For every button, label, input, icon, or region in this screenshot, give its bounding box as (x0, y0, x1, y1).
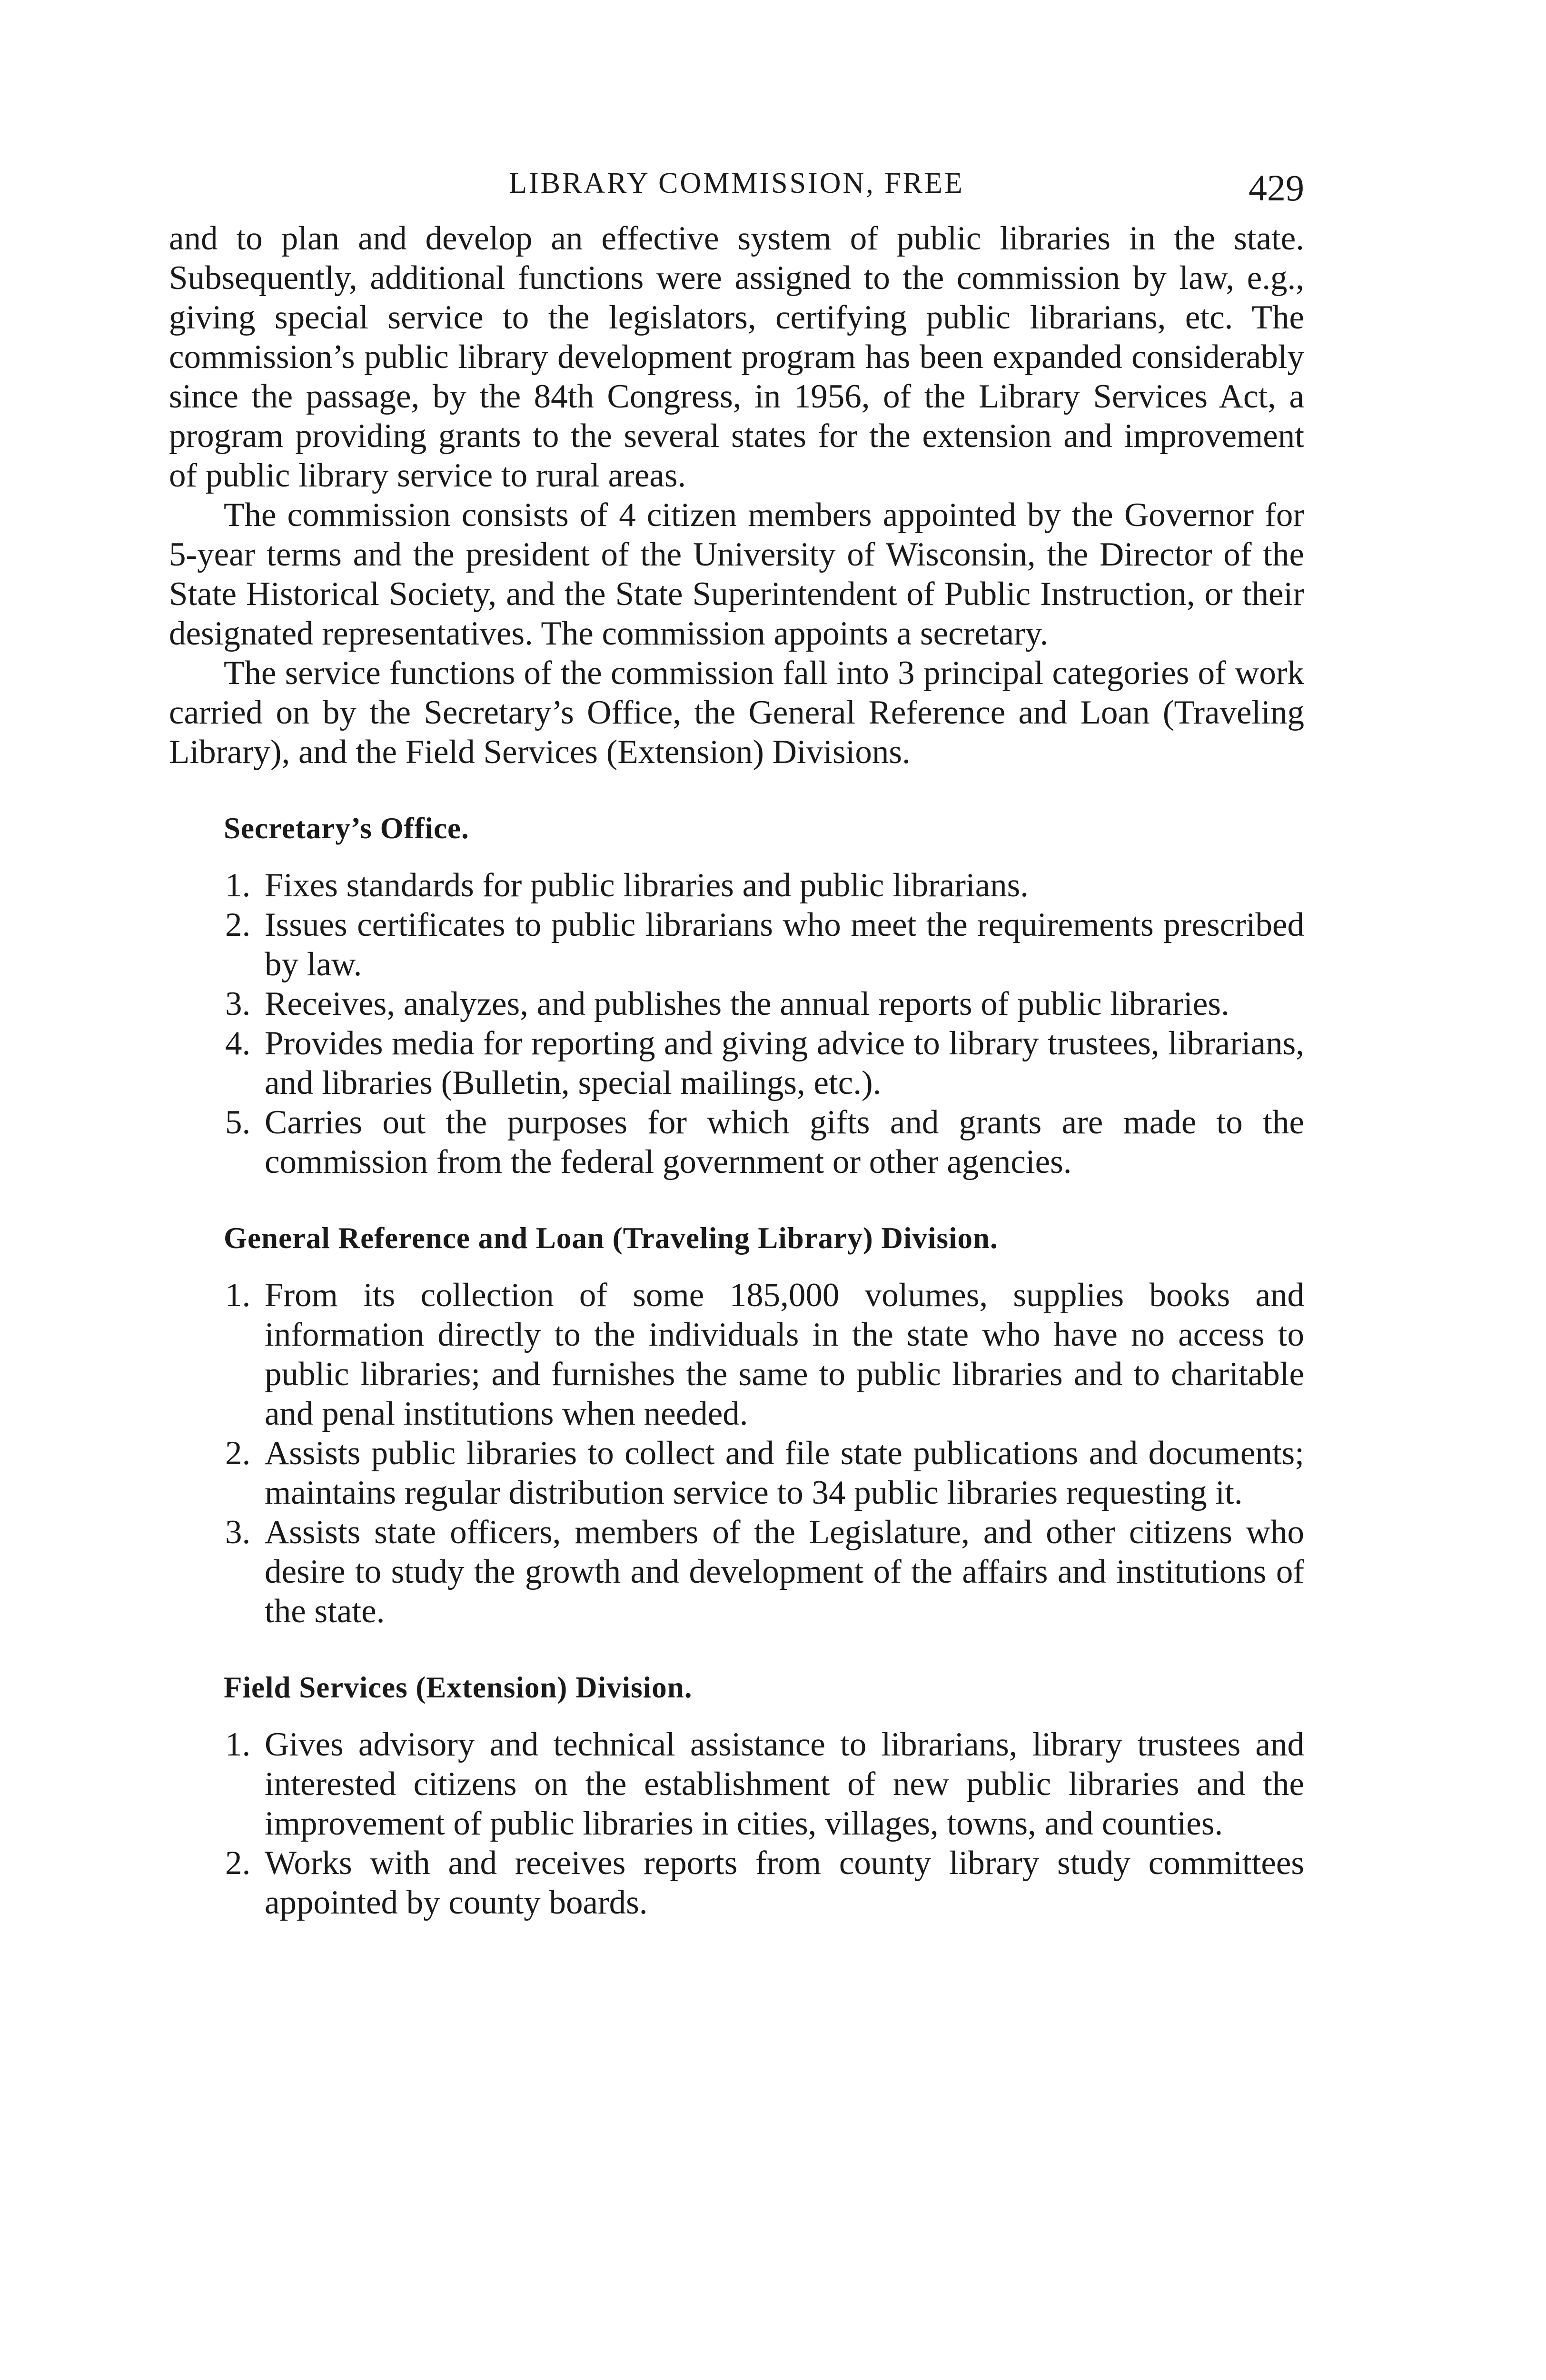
item-text: Gives advisory and technical assistance to librarians, library trustees and interested citizens on the establishment of new public libraries and the improvement of public libraries in cities, villages, towns, and counties. (265, 1726, 1304, 1842)
item-text: Assists state officers, members of the Legislature, and other citizens who desire to study the growth and development of the affairs and institutions of the state. (265, 1514, 1304, 1630)
paragraph-continued: and to plan and develop an effective system of public libraries in the state. Subsequently, additional functions were assigned to the commission by law, e.g., giving special service to the legislators, certifying public librarians, etc. The commission’s public library development program has been expanded considerably since the passage, by the 84th Congress, in 1956, of the Library Services Act, a program providing grants to the several states for the extension and improvement of public library service to rural areas. (169, 220, 1304, 494)
list-item (225, 1513, 1304, 1631)
item-text: From its collection of some 185,000 volumes, supplies books and information directly to the individuals in the state who have no access to public libraries; and furnishes the same to public libraries and to charitable and penal institutions when needed. (265, 1277, 1304, 1432)
list-item (225, 1725, 1304, 1844)
list-item (225, 866, 1304, 905)
paragraph-membership: The commission consists of 4 citizen members appointed by the Governor for 5-year terms and the president of the University of Wisconsin, the Director of the State Historical Society, and the State Superintendent of Public Instruction, or their designated representatives. The commission appoints a secretary. (169, 496, 1304, 652)
item-number: 3. (225, 1514, 251, 1551)
section-heading-field-services: Field Services (Extension) Division. (224, 1671, 693, 1704)
secretarys-office-list (169, 866, 1304, 1182)
item-number: 2. (225, 1844, 251, 1882)
page-number: 429 (1249, 167, 1304, 208)
list-item (225, 1434, 1304, 1513)
document-page (169, 157, 1304, 1923)
item-number: 1. (225, 867, 251, 904)
item-text: Fixes standards for public libraries and public librarians. (265, 867, 1029, 904)
item-number: 1. (225, 1277, 251, 1314)
running-title: LIBRARY COMMISSION, FREE (509, 167, 964, 199)
paragraph-service-functions: The service functions of the commission fall into 3 principal categories of work carried on by the Secretary’s Office, the General Reference and Loan (Traveling Library), and the Field Services (Extension) Divisions. (169, 654, 1304, 771)
list-item (225, 1276, 1304, 1434)
item-number: 5. (225, 1104, 251, 1141)
general-reference-list (169, 1276, 1304, 1631)
item-text: Carries out the purposes for which gifts and grants are made to the commission from the federal government or other agencies. (265, 1104, 1304, 1180)
list-item (225, 1103, 1304, 1182)
item-number: 1. (225, 1726, 251, 1763)
list-item (225, 984, 1304, 1024)
list-item (225, 1844, 1304, 1923)
list-item (225, 1024, 1304, 1103)
item-text: Issues certificates to public librarians who meet the requirements prescribed by law. (265, 906, 1304, 983)
item-number: 3. (225, 985, 251, 1022)
item-text: Works with and receives reports from county library study committees appointed by county boards. (265, 1844, 1304, 1921)
item-number: 2. (225, 1435, 251, 1472)
running-head (169, 157, 1304, 219)
item-text: Provides media for reporting and giving advice to library trustees, librarians, and libraries (Bulletin, special mailings, etc.). (265, 1025, 1304, 1101)
section-heading-secretarys-office: Secretary’s Office. (224, 812, 469, 845)
item-number: 2. (225, 906, 251, 943)
field-services-list (169, 1725, 1304, 1923)
item-text: Assists public libraries to collect and file state publications and documents; maintains regular distribution service to 34 public libraries requesting it. (265, 1435, 1304, 1511)
section-heading-general-reference: General Reference and Loan (Traveling Library) Division. (224, 1221, 998, 1255)
item-text: Receives, analyzes, and publishes the annual reports of public libraries. (265, 985, 1229, 1022)
list-item (225, 905, 1304, 984)
item-number: 4. (225, 1025, 251, 1062)
